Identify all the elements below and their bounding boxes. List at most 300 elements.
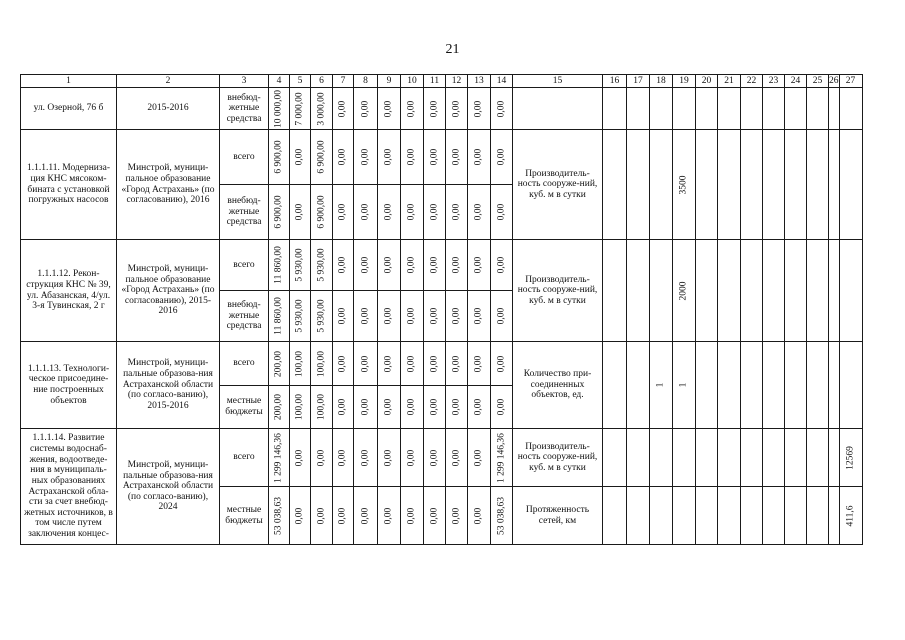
amount-cell [269, 429, 290, 487]
result-cell-text: 411,6 [845, 504, 856, 527]
year-cell [807, 240, 829, 342]
page-number: 21 [445, 42, 460, 57]
amount-cell [446, 185, 468, 240]
target-value-cell-text: 1 [655, 382, 666, 388]
amount-cell [424, 429, 446, 487]
year-cell [807, 130, 829, 240]
amount-cell-text: 3 000,00 [316, 91, 327, 126]
amount-cell-text: 0,00 [294, 507, 305, 524]
measure-name-cell-text: 1.1.1.14. Развитие системы водоснаб-жения, водоотведе-ния в муниципаль-ных образованиях Астраханской обла-сти за счет внебюд-жетных источников, в том числе путем заключения концес- [24, 433, 113, 539]
amount-cell-text: 0,00 [360, 307, 371, 325]
year-cell [696, 342, 718, 429]
amount-cell [354, 185, 378, 240]
amount-cell [401, 386, 424, 429]
year-cell [650, 487, 673, 545]
amount-cell [290, 185, 311, 240]
amount-cell [354, 291, 378, 342]
amount-cell [311, 429, 333, 487]
target-value-cell [673, 130, 696, 240]
amount-cell-text: 100,00 [316, 350, 327, 377]
amount-cell-text: 5 930,00 [316, 299, 327, 333]
amount-cell [378, 386, 401, 429]
amount-cell-text: 0,00 [429, 256, 440, 274]
measure-name-cell [21, 240, 117, 342]
amount-cell-text: 0,00 [360, 100, 371, 117]
amount-cell [333, 487, 354, 545]
amount-cell [378, 429, 401, 487]
year-cell [829, 240, 840, 342]
amount-cell [354, 130, 378, 185]
column-number-5: 5 [290, 75, 311, 88]
indicator-cell [513, 342, 603, 429]
executor-cell-text: Минстрой, муници-пальное образование «Город Астрахань» (по согласованию), 2016 [121, 163, 215, 206]
amount-cell-text: 0,00 [316, 449, 327, 466]
amount-cell [491, 130, 513, 185]
amount-cell-text: 0,00 [337, 100, 348, 117]
amount-cell-text: 0,00 [451, 398, 462, 416]
amount-cell-text: 0,00 [473, 507, 484, 524]
funding-source-cell-text: внебюд-жетные средства [226, 300, 262, 332]
amount-cell [401, 130, 424, 185]
amount-cell [401, 240, 424, 291]
year-cell [763, 88, 785, 130]
amount-cell [378, 130, 401, 185]
measure-name-cell-text: 1.1.1.11. Модерниза-ция КНС мясоком-бината с установкой погружных насосов [26, 163, 111, 206]
amount-cell [446, 88, 468, 130]
amount-cell-text: 0,00 [429, 449, 440, 466]
indicator-cell-text: Производитель-ность сооруже-ний, куб. м в сутки [517, 441, 598, 473]
amount-cell [491, 88, 513, 130]
target-value-cell [650, 342, 673, 429]
year-cell [839, 342, 862, 429]
amount-cell [468, 291, 491, 342]
measure-name-cell [21, 429, 117, 545]
year-cell [829, 88, 840, 130]
amount-cell [378, 88, 401, 130]
column-number-10: 10 [401, 75, 424, 88]
indicator-cell [513, 429, 603, 487]
amount-cell-text: 10 000,00 [273, 89, 284, 128]
amount-cell [424, 88, 446, 130]
year-cell [650, 240, 673, 342]
amount-cell [354, 429, 378, 487]
year-cell [763, 130, 785, 240]
amount-cell [269, 130, 290, 185]
amount-cell-text: 0,00 [451, 256, 462, 274]
measure-name-cell-text: 1.1.1.13. Технологи-ческое присоедине-ние построенных объектов [27, 363, 110, 406]
amount-cell-text: 0,00 [496, 307, 507, 325]
year-cell [696, 130, 718, 240]
amount-cell-text: 0,00 [473, 355, 484, 372]
amount-cell [290, 130, 311, 185]
amount-cell [378, 240, 401, 291]
amount-cell [468, 386, 491, 429]
measure-name-cell [21, 342, 117, 429]
year-cell [718, 240, 741, 342]
table-row [21, 240, 863, 291]
amount-cell [468, 240, 491, 291]
amount-cell [468, 342, 491, 386]
column-number-21: 21 [718, 75, 741, 88]
year-cell [839, 88, 862, 130]
amount-cell [468, 88, 491, 130]
amount-cell-text: 0,00 [316, 507, 327, 524]
amount-cell [491, 487, 513, 545]
table-row [21, 88, 863, 130]
amount-cell [269, 240, 290, 291]
target-value-cell [673, 240, 696, 342]
amount-cell [333, 342, 354, 386]
executor-cell-text: Минстрой, муници-пальные образова-ния Астраханской области (по согласо-ванию), 2015-2016 [122, 358, 214, 411]
amount-cell-text: 0,00 [337, 355, 348, 372]
year-cell [807, 342, 829, 429]
amount-cell-text: 0,00 [451, 507, 462, 524]
amount-cell-text: 0,00 [451, 449, 462, 466]
amount-cell [491, 386, 513, 429]
amount-cell-text: 0,00 [406, 398, 417, 416]
year-cell [763, 487, 785, 545]
year-cell [829, 342, 840, 429]
year-cell [741, 88, 763, 130]
indicator-cell-text: Количество при-соединенных объектов, ед. [523, 369, 592, 401]
indicator-cell [513, 130, 603, 240]
column-number-11: 11 [424, 75, 446, 88]
year-cell [807, 88, 829, 130]
column-number-22: 22 [741, 75, 763, 88]
year-cell [807, 487, 829, 545]
result-cell [839, 429, 862, 487]
table-row [21, 130, 863, 185]
amount-cell-text: 0,00 [496, 148, 507, 166]
amount-cell [424, 185, 446, 240]
table-row [21, 429, 863, 487]
amount-cell-text: 0,00 [451, 307, 462, 325]
amount-cell-text: 11 860,00 [273, 297, 284, 335]
amount-cell-text: 0,00 [473, 449, 484, 466]
amount-cell-text: 0,00 [360, 355, 371, 372]
year-cell [603, 88, 627, 130]
amount-cell [468, 487, 491, 545]
amount-cell [446, 386, 468, 429]
amount-cell-text: 0,00 [406, 449, 417, 466]
amount-cell-text: 0,00 [429, 307, 440, 325]
column-number-17: 17 [627, 75, 650, 88]
amount-cell-text: 0,00 [360, 203, 371, 221]
amount-cell [290, 240, 311, 291]
column-numbers-row [21, 75, 863, 88]
amount-cell-text: 1 299 146,36 [496, 432, 507, 483]
amount-cell-text: 0,00 [337, 398, 348, 416]
column-number-18: 18 [650, 75, 673, 88]
amount-cell-text: 0,00 [337, 449, 348, 466]
amount-cell [468, 130, 491, 185]
table-row [21, 342, 863, 386]
year-cell [673, 88, 696, 130]
amount-cell-text: 0,00 [294, 148, 305, 166]
amount-cell [290, 487, 311, 545]
amount-cell [290, 386, 311, 429]
year-cell [763, 342, 785, 429]
amount-cell-text: 0,00 [406, 507, 417, 524]
funding-source-cell [220, 487, 269, 545]
year-cell [696, 429, 718, 487]
amount-cell-text: 7 000,00 [294, 91, 305, 126]
amount-cell-text: 0,00 [337, 203, 348, 221]
executor-cell [117, 130, 220, 240]
year-cell [718, 342, 741, 429]
amount-cell-text: 0,00 [294, 203, 305, 221]
indicator-cell [513, 88, 603, 130]
amount-cell [311, 291, 333, 342]
funding-source-cell [220, 429, 269, 487]
amount-cell [269, 185, 290, 240]
amount-cell-text: 0,00 [473, 307, 484, 325]
amount-cell-text: 100,00 [294, 393, 305, 421]
amount-cell-text: 0,00 [383, 148, 394, 166]
column-number-6: 6 [311, 75, 333, 88]
amount-cell-text: 0,00 [429, 100, 440, 117]
funding-source-cell [220, 291, 269, 342]
amount-cell [354, 88, 378, 130]
indicator-cell-text: Протяженность сетей, км [525, 504, 590, 526]
amount-cell-text: 0,00 [429, 507, 440, 524]
column-number-1: 1 [21, 75, 117, 88]
amount-cell [401, 342, 424, 386]
result-cell [839, 487, 862, 545]
amount-cell-text: 0,00 [383, 398, 394, 416]
amount-cell [354, 342, 378, 386]
amount-cell [354, 487, 378, 545]
amount-cell-text: 0,00 [360, 449, 371, 466]
amount-cell [401, 185, 424, 240]
result-cell-text: 12569 [845, 445, 856, 470]
amount-cell-text: 0,00 [406, 100, 417, 117]
amount-cell-text: 6 900,00 [316, 195, 327, 229]
amount-cell-text: 0,00 [406, 256, 417, 274]
amount-cell-text: 100,00 [316, 393, 327, 421]
funding-source-cell-text: местные бюджеты [225, 504, 263, 526]
year-cell [696, 88, 718, 130]
amount-cell-text: 0,00 [496, 355, 507, 372]
amount-cell-text: 0,00 [496, 100, 507, 117]
year-cell [603, 240, 627, 342]
amount-cell [269, 386, 290, 429]
executor-cell [117, 342, 220, 429]
year-cell [650, 130, 673, 240]
amount-cell [290, 88, 311, 130]
year-cell [763, 240, 785, 342]
executor-cell-text: 2015-2016 [147, 103, 189, 114]
amount-cell-text: 0,00 [360, 507, 371, 524]
amount-cell-text: 0,00 [496, 398, 507, 416]
amount-cell [378, 487, 401, 545]
indicator-cell [513, 240, 603, 342]
year-cell [741, 342, 763, 429]
column-number-9: 9 [378, 75, 401, 88]
year-cell [741, 429, 763, 487]
funding-source-cell-text: внебюд-жетные средства [226, 196, 262, 228]
amount-cell-text: 0,00 [429, 398, 440, 416]
measure-name-cell [21, 130, 117, 240]
year-cell [839, 130, 862, 240]
amount-cell-text: 100,00 [294, 350, 305, 377]
amount-cell [401, 487, 424, 545]
amount-cell [491, 185, 513, 240]
amount-cell [424, 342, 446, 386]
year-cell [785, 487, 807, 545]
amount-cell [378, 291, 401, 342]
year-cell [741, 487, 763, 545]
year-cell [785, 429, 807, 487]
amount-cell-text: 200,00 [273, 393, 284, 421]
amount-cell-text: 0,00 [406, 307, 417, 325]
amount-cell-text: 0,00 [406, 203, 417, 221]
amount-cell [333, 291, 354, 342]
amount-cell-text: 200,00 [273, 350, 284, 377]
column-number-7: 7 [333, 75, 354, 88]
amount-cell-text: 6 900,00 [273, 140, 284, 174]
executor-cell-text: Минстрой, муници-пальные образова-ния Астраханской области (по согласо-ванию), 2024 [122, 459, 214, 513]
year-cell [718, 88, 741, 130]
amount-cell [333, 240, 354, 291]
indicator-cell-text: Производитель-ность сооруже-ний, куб. м в сутки [517, 274, 598, 306]
target-value-cell-text: 2000 [678, 281, 689, 300]
amount-cell-text: 0,00 [451, 100, 462, 117]
year-cell [627, 130, 650, 240]
amount-cell-text: 0,00 [473, 148, 484, 166]
year-cell [696, 487, 718, 545]
year-cell [627, 240, 650, 342]
amount-cell [269, 88, 290, 130]
column-number-16: 16 [603, 75, 627, 88]
amount-cell-text: 0,00 [451, 203, 462, 221]
amount-cell-text: 6 900,00 [316, 140, 327, 174]
amount-cell-text: 0,00 [473, 256, 484, 274]
amount-cell-text: 0,00 [429, 203, 440, 221]
amount-cell [311, 487, 333, 545]
amount-cell [424, 487, 446, 545]
year-cell [603, 342, 627, 429]
amount-cell-text: 0,00 [473, 100, 484, 117]
amount-cell [354, 386, 378, 429]
year-cell [603, 130, 627, 240]
year-cell [603, 487, 627, 545]
amount-cell-text: 0,00 [383, 307, 394, 325]
target-value-cell [673, 342, 696, 429]
year-cell [627, 88, 650, 130]
amount-cell-text: 5 930,00 [294, 248, 305, 282]
amount-cell-text: 0,00 [473, 203, 484, 221]
year-cell [785, 130, 807, 240]
year-cell [741, 240, 763, 342]
year-cell [650, 88, 673, 130]
amount-cell-text: 0,00 [337, 507, 348, 524]
executor-cell [117, 88, 220, 130]
funding-source-cell [220, 88, 269, 130]
funding-source-cell [220, 386, 269, 429]
amount-cell-text: 1 299 146,36 [273, 432, 284, 483]
amount-cell [446, 240, 468, 291]
column-number-2: 2 [117, 75, 220, 88]
funding-source-cell [220, 130, 269, 185]
amount-cell-text: 0,00 [383, 256, 394, 274]
amount-cell [491, 342, 513, 386]
funding-source-cell-text: местные бюджеты [225, 396, 263, 417]
amount-cell [446, 342, 468, 386]
year-cell [718, 487, 741, 545]
year-cell [829, 429, 840, 487]
amount-cell [378, 185, 401, 240]
year-cell [807, 429, 829, 487]
amount-cell-text: 0,00 [383, 507, 394, 524]
year-cell [627, 487, 650, 545]
amount-cell [269, 291, 290, 342]
amount-cell-text: 6 900,00 [273, 195, 284, 229]
amount-cell [424, 130, 446, 185]
amount-cell-text: 0,00 [496, 256, 507, 274]
amount-cell [354, 240, 378, 291]
amount-cell-text: 0,00 [383, 449, 394, 466]
column-number-3: 3 [220, 75, 269, 88]
measure-name-cell-text: ул. Озерной, 76 б [33, 103, 104, 114]
funding-source-cell [220, 342, 269, 386]
amount-cell [401, 291, 424, 342]
year-cell [763, 429, 785, 487]
amount-cell-text: 0,00 [337, 307, 348, 325]
program-table [20, 74, 863, 545]
amount-cell [446, 291, 468, 342]
year-cell [829, 130, 840, 240]
amount-cell [311, 240, 333, 291]
column-number-13: 13 [468, 75, 491, 88]
amount-cell [401, 429, 424, 487]
target-value-cell-text: 1 [678, 382, 689, 388]
amount-cell [333, 386, 354, 429]
amount-cell [269, 487, 290, 545]
amount-cell [424, 386, 446, 429]
column-number-4: 4 [269, 75, 290, 88]
amount-cell-text: 53 038,63 [496, 496, 507, 535]
year-cell [627, 429, 650, 487]
column-number-19: 19 [673, 75, 696, 88]
amount-cell-text: 5 930,00 [316, 248, 327, 282]
amount-cell-text: 11 860,00 [273, 246, 284, 284]
funding-source-cell-text: всего [233, 358, 255, 369]
column-number-14: 14 [491, 75, 513, 88]
funding-source-cell-text: всего [233, 259, 255, 270]
amount-cell [333, 429, 354, 487]
column-number-25: 25 [807, 75, 829, 88]
column-number-27: 27 [839, 75, 862, 88]
amount-cell [311, 386, 333, 429]
year-cell [673, 487, 696, 545]
amount-cell [311, 342, 333, 386]
year-cell [741, 130, 763, 240]
year-cell [785, 342, 807, 429]
amount-cell-text: 0,00 [383, 100, 394, 117]
target-value-cell-text: 3500 [678, 175, 689, 194]
year-cell [839, 240, 862, 342]
indicator-cell-text: Производитель-ность сооруже-ний, куб. м в сутки [517, 168, 598, 200]
year-cell [627, 342, 650, 429]
amount-cell [468, 429, 491, 487]
amount-cell [446, 487, 468, 545]
column-number-23: 23 [763, 75, 785, 88]
amount-cell-text: 0,00 [429, 148, 440, 166]
measure-name-cell-text: 1.1.1.12. Рекон-струкция КНС № 39, ул. Абазанская, 4/ул. 3-я Тувинская, 2 г [26, 269, 111, 312]
year-cell [650, 429, 673, 487]
amount-cell [491, 240, 513, 291]
